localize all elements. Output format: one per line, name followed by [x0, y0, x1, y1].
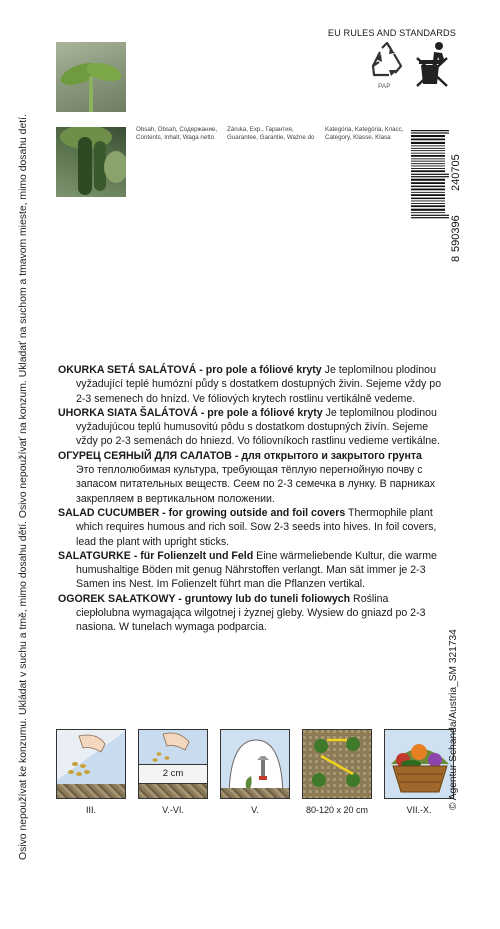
barcode-bar: [411, 215, 449, 216]
guarantee-label-1: Záruka, Exp., Гарантия,: [227, 126, 294, 133]
paragraph-body: Je teplomilnou plodinou vyžadující teplé humózní půdy s dostatkem dostupných živin. Sejeme vždy po 2-3 semenech do hnízd. Ve fóliových krytech rostlinu vertikálně vedeme.: [76, 364, 442, 405]
sowing-hand-icon: [56, 729, 126, 799]
paragraph-slovak: [58, 406, 442, 449]
barcode-bar: [411, 186, 445, 188]
harvest-basket-icon: [384, 729, 454, 799]
contents-label-1: Obsah, Obsah, Содержание,: [136, 126, 218, 133]
barcode-bar: [411, 217, 449, 218]
copyright-text: [448, 580, 462, 810]
category-column: [325, 126, 403, 143]
paragraph-body: Eine wärmeliebende Kultur, die warme humushaltige Böden mit genug Nährstoffen verlangt. Man sät immer je 2-3 Samen ins Nest. Im Folienzelt führt man die Pflanzen vertikal.: [76, 549, 437, 591]
paragraph-body: Roślina ciepłolubna wymagająca wilgotnej i żyznej gleby. Wysiew do gniazd po 2-3 nasiona. W tunelach wymaga podparcia.: [76, 592, 426, 634]
paragraph-english: [58, 506, 442, 549]
barcode-bar: [411, 153, 445, 154]
barcode-group-1: 590396: [450, 215, 462, 252]
barcode-group-2: 240705: [450, 154, 462, 191]
barcode-bar: [411, 203, 445, 204]
barcode-bar: [411, 205, 445, 207]
barcode-bar: [411, 139, 445, 141]
trash-bin-icon: [414, 40, 452, 93]
seed-depth-label: 2 cm: [139, 764, 207, 784]
side-warning-text: [18, 80, 32, 860]
step-label-3: V.: [251, 805, 259, 815]
barcode-first-digit: 8: [450, 255, 462, 262]
barcode-bar: [411, 168, 445, 169]
barcode-bar: [411, 150, 445, 151]
barcode-bar: [411, 198, 445, 200]
paragraph-head: SALATGURKE - für Folienzelt und Feld: [58, 549, 254, 562]
paragraph-german: [58, 549, 442, 592]
paragraph-head: OGOREK SAŁATKOWY - gruntowy lub do tuneli foliowych: [58, 592, 351, 605]
paragraph-head: ОГУРЕЦ СЕЯНЫЙ ДЛЯ САЛАТОВ - для открытого и закрытого грунта: [58, 449, 422, 462]
barcode-bar: [411, 182, 445, 184]
foil-cover-icon: [220, 729, 290, 799]
paragraph-russian: [58, 449, 442, 506]
barcode-bar: [411, 161, 445, 162]
barcode: [411, 128, 463, 264]
step-label-2: V.-VI.: [162, 805, 184, 815]
seedling-photo: [56, 42, 126, 112]
paragraph-czech: [58, 363, 442, 406]
barcode-bar: [411, 209, 445, 211]
category-label-2: Category, Klasse, Klasa: [325, 134, 391, 142]
barcode-bar: [411, 179, 445, 181]
paragraph-head: UHORKA SIATA ŠALÁTOVÁ - pre pole a fóliové kryty: [58, 406, 323, 419]
guarantee-column: [227, 126, 314, 143]
guarantee-label-2: Guarantee, Garantie, Ważne do: [227, 134, 315, 142]
barcode-bar: [411, 148, 445, 149]
barcode-bar: [411, 145, 445, 146]
barcode-bar: [411, 212, 445, 213]
eu-rules-title: EU RULES AND STANDARDS: [327, 28, 456, 38]
description-block: [58, 363, 442, 635]
barcode-bar: [411, 135, 445, 137]
cultivation-steps: [56, 729, 436, 825]
side-warning-label: Osivo nepoužívat ke konzumu. Ukládat v suchu a tmě, mimo dosahu dětí. Osivo nepoužívať na konzum. Ukladať na suchom a tmavom mieste, mimo dosahu detí.: [18, 114, 29, 860]
barcode-bar: [411, 158, 445, 159]
step-label-5: VII.-X.: [406, 805, 432, 815]
barcode-bar: [411, 176, 449, 177]
cucumber-photo: [56, 127, 126, 197]
barcode-bar: [411, 132, 449, 133]
barcode-bar: [411, 174, 449, 175]
step-label-1: III.: [85, 805, 96, 815]
barcode-bar: [411, 194, 445, 196]
contents-column: [136, 126, 217, 143]
barcode-bar: [411, 189, 445, 191]
seed-depth-icon: [138, 729, 208, 799]
barcode-bar: [411, 163, 445, 164]
category-label-1: Kategória, Kategória, Класс,: [325, 126, 404, 133]
copyright-label: © Agentur Schanda/Austria_SM 321734: [448, 629, 459, 810]
recycle-label: PAP: [378, 83, 391, 90]
step-label-4: 80-120 x 20 cm: [305, 805, 369, 815]
barcode-bar: [411, 130, 449, 131]
paragraph-body: Это теплолюбимая культура, требующая тёплую перегнойную почву с запасом питательных веществ. Сеем по 2-3 семечка в лунку. В парниках закрепляем в вертикальном положении.: [76, 464, 436, 505]
barcode-bar: [411, 155, 445, 157]
recycle-icon: [370, 42, 404, 85]
paragraph-head: OKURKA SETÁ SALÁTOVÁ - pro pole a fóliové kryty: [58, 364, 322, 376]
barcode-bar: [411, 142, 445, 144]
spacing-icon: [302, 729, 372, 799]
paragraph-body: Je teplomilnou plodinou vyžadujúcou teplú humusovitú pôdu s dostatkom dostupných živín. Sejeme vždy po 2-3 semenách do hniezd. Vo fóliovníkoch rastlinu vedieme vertikálne.: [76, 406, 440, 448]
barcode-bar: [411, 192, 445, 193]
barcode-bar: [411, 201, 445, 202]
paragraph-polish: [58, 592, 442, 635]
barcode-bar: [411, 166, 445, 167]
paragraph-body: Thermophile plant which requires humous and rich soil. Sow 2-3 seeds into hives. In foil covers, lead the plant with upright sticks.: [76, 506, 437, 548]
paragraph-head: SALAD CUCUMBER - for growing outside and foil covers: [58, 506, 346, 519]
contents-label-2: Contents, Inhalt, Waga netto: [136, 134, 215, 142]
barcode-bar: [411, 170, 445, 172]
